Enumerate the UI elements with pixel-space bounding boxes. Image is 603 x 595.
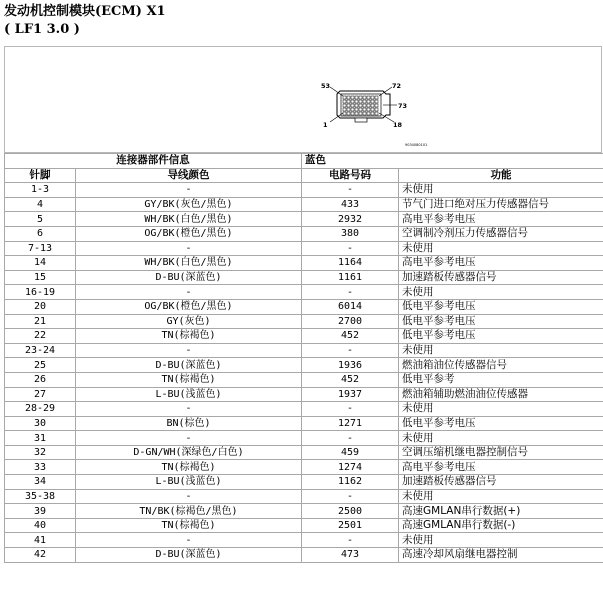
wire-color-cell: - bbox=[76, 402, 302, 417]
function-cell: 低电平参考 bbox=[399, 372, 603, 387]
table-row bbox=[5, 212, 603, 227]
engine-variant: ( LF1 3.0 ) bbox=[4, 22, 80, 37]
pin-cell: 34 bbox=[5, 475, 76, 490]
wire-color-cell: L-BU(浅蓝色) bbox=[76, 387, 302, 402]
wire-color-cell: BN(棕色) bbox=[76, 416, 302, 431]
circuit-cell: 1271 bbox=[302, 416, 399, 431]
circuit-cell: - bbox=[302, 533, 399, 548]
wire-color-cell: WH/BK(白色/黑色) bbox=[76, 212, 302, 227]
wire-color-cell: TN(棕褐色) bbox=[76, 372, 302, 387]
wire-color-cell: TN/BK(棕褐色/黑色) bbox=[76, 504, 302, 519]
circuit-cell: 433 bbox=[302, 197, 399, 212]
pin-cell: 42 bbox=[5, 548, 76, 563]
wire-color-cell: D-BU(深蓝色) bbox=[76, 548, 302, 563]
function-cell: 节气门进口绝对压力传感器信号 bbox=[399, 197, 603, 212]
pin-cell: 30 bbox=[5, 416, 76, 431]
circuit-cell: 473 bbox=[302, 548, 399, 563]
table-row bbox=[5, 358, 603, 373]
column-header-pin: 针脚 bbox=[5, 168, 76, 183]
wire-color-cell: D-BU(深蓝色) bbox=[76, 270, 302, 285]
circuit-cell: 1164 bbox=[302, 256, 399, 271]
circuit-cell: - bbox=[302, 241, 399, 256]
pin-table-body bbox=[5, 183, 603, 562]
function-cell: 低电平参考电压 bbox=[399, 299, 603, 314]
pin-cell: 1-3 bbox=[5, 183, 76, 198]
pin-label-18: 18 bbox=[393, 121, 403, 129]
circuit-cell: 452 bbox=[302, 372, 399, 387]
circuit-cell: - bbox=[302, 402, 399, 417]
circuit-cell: 1936 bbox=[302, 358, 399, 373]
pin-cell: 32 bbox=[5, 445, 76, 460]
pin-cell: 7-13 bbox=[5, 241, 76, 256]
pin-cell: 28-29 bbox=[5, 402, 76, 417]
page-title: 发动机控制模块(ECM) X1 bbox=[4, 4, 166, 19]
table-row bbox=[5, 475, 603, 490]
group-header-connector-info: 连接器部件信息 bbox=[5, 154, 302, 169]
wire-color-cell: - bbox=[76, 285, 302, 300]
table-row bbox=[5, 270, 603, 285]
function-cell: 燃油箱油位传感器信号 bbox=[399, 358, 603, 373]
circuit-cell: - bbox=[302, 489, 399, 504]
function-cell: 低电平参考电压 bbox=[399, 329, 603, 344]
circuit-cell: 1274 bbox=[302, 460, 399, 475]
pin-cell: 16-19 bbox=[5, 285, 76, 300]
function-cell: 未使用 bbox=[399, 343, 603, 358]
pin-cell: 31 bbox=[5, 431, 76, 446]
table-row bbox=[5, 518, 603, 533]
function-cell: 未使用 bbox=[399, 402, 603, 417]
pin-cell: 21 bbox=[5, 314, 76, 329]
wire-color-cell: D-GN/WH(深绿色/白色) bbox=[76, 445, 302, 460]
wire-color-cell: - bbox=[76, 241, 302, 256]
pin-cell: 26 bbox=[5, 372, 76, 387]
pin-cell: 4 bbox=[5, 197, 76, 212]
wire-color-cell: OG/BK(橙色/黑色) bbox=[76, 226, 302, 241]
circuit-cell: 2932 bbox=[302, 212, 399, 227]
pin-cell: 23-24 bbox=[5, 343, 76, 358]
connector-diagram bbox=[4, 46, 602, 153]
function-cell: 加速踏板传感器信号 bbox=[399, 475, 603, 490]
wire-color-cell: - bbox=[76, 183, 302, 198]
circuit-cell: - bbox=[302, 431, 399, 446]
function-cell: 高电平参考电压 bbox=[399, 212, 603, 227]
table-row bbox=[5, 314, 603, 329]
pin-cell: 5 bbox=[5, 212, 76, 227]
circuit-cell: 1162 bbox=[302, 475, 399, 490]
table-row bbox=[5, 299, 603, 314]
function-cell: 高电平参考电压 bbox=[399, 460, 603, 475]
table-row bbox=[5, 256, 603, 271]
wire-color-cell: GY/BK(灰色/黑色) bbox=[76, 197, 302, 212]
table-row bbox=[5, 372, 603, 387]
function-cell: 空调制冷剂压力传感器信号 bbox=[399, 226, 603, 241]
group-header-color: 蓝色 bbox=[302, 154, 603, 169]
wire-color-cell: TN(棕褐色) bbox=[76, 518, 302, 533]
table-row bbox=[5, 489, 603, 504]
circuit-cell: 2501 bbox=[302, 518, 399, 533]
function-cell: 未使用 bbox=[399, 431, 603, 446]
circuit-cell: 1937 bbox=[302, 387, 399, 402]
circuit-cell: - bbox=[302, 285, 399, 300]
circuit-cell: 1161 bbox=[302, 270, 399, 285]
circuit-cell: - bbox=[302, 183, 399, 198]
circuit-cell: 459 bbox=[302, 445, 399, 460]
wire-color-cell: D-BU(深蓝色) bbox=[76, 358, 302, 373]
column-header-function: 功能 bbox=[399, 168, 603, 183]
table-group-header bbox=[5, 154, 603, 169]
circuit-cell: 2700 bbox=[302, 314, 399, 329]
wire-color-cell: - bbox=[76, 343, 302, 358]
function-cell: 未使用 bbox=[399, 241, 603, 256]
table-column-header bbox=[5, 168, 603, 183]
function-cell: 低电平参考电压 bbox=[399, 314, 603, 329]
column-header-circuit: 电路号码 bbox=[302, 168, 399, 183]
pin-cell: 25 bbox=[5, 358, 76, 373]
function-cell: 高电平参考电压 bbox=[399, 256, 603, 271]
wire-color-cell: L-BU(浅蓝色) bbox=[76, 475, 302, 490]
pin-cell: 14 bbox=[5, 256, 76, 271]
table-row bbox=[5, 533, 603, 548]
table-row bbox=[5, 241, 603, 256]
pin-cell: 15 bbox=[5, 270, 76, 285]
function-cell: 高速GMLAN串行数据(-) bbox=[399, 518, 603, 533]
circuit-cell: 452 bbox=[302, 329, 399, 344]
connector-drawing bbox=[5, 47, 603, 154]
table-row bbox=[5, 285, 603, 300]
wire-color-cell: - bbox=[76, 489, 302, 504]
pin-cell: 35-38 bbox=[5, 489, 76, 504]
pin-cell: 41 bbox=[5, 533, 76, 548]
table-row bbox=[5, 387, 603, 402]
table-row bbox=[5, 329, 603, 344]
table-row bbox=[5, 197, 603, 212]
function-cell: 加速踏板传感器信号 bbox=[399, 270, 603, 285]
table-row bbox=[5, 460, 603, 475]
function-cell: 未使用 bbox=[399, 183, 603, 198]
function-cell: 燃油箱辅助燃油油位传感器 bbox=[399, 387, 603, 402]
pin-cell: 6 bbox=[5, 226, 76, 241]
pin-cell: 40 bbox=[5, 518, 76, 533]
wire-color-cell: - bbox=[76, 533, 302, 548]
function-cell: 未使用 bbox=[399, 285, 603, 300]
pin-label-72: 72 bbox=[392, 82, 402, 90]
pin-label-73: 73 bbox=[398, 102, 408, 110]
table-row bbox=[5, 416, 603, 431]
wire-color-cell: OG/BK(橙色/黑色) bbox=[76, 299, 302, 314]
function-cell: 未使用 bbox=[399, 533, 603, 548]
table-row bbox=[5, 445, 603, 460]
table-row bbox=[5, 226, 603, 241]
table-row bbox=[5, 402, 603, 417]
column-header-wire-color: 导线颜色 bbox=[76, 168, 302, 183]
function-cell: 空调压缩机继电器控制信号 bbox=[399, 445, 603, 460]
pin-cell: 20 bbox=[5, 299, 76, 314]
table-row bbox=[5, 548, 603, 563]
wire-color-cell: TN(棕褐色) bbox=[76, 329, 302, 344]
pin-cell: 39 bbox=[5, 504, 76, 519]
wire-color-cell: - bbox=[76, 431, 302, 446]
table-row bbox=[5, 183, 603, 198]
circuit-cell: 380 bbox=[302, 226, 399, 241]
wire-color-cell: GY(灰色) bbox=[76, 314, 302, 329]
table-row bbox=[5, 504, 603, 519]
pin-cell: 33 bbox=[5, 460, 76, 475]
wire-color-cell: TN(棕褐色) bbox=[76, 460, 302, 475]
table-row bbox=[5, 343, 603, 358]
function-cell: 低电平参考电压 bbox=[399, 416, 603, 431]
table-row bbox=[5, 431, 603, 446]
circuit-cell: 6014 bbox=[302, 299, 399, 314]
circuit-cell: 2500 bbox=[302, 504, 399, 519]
pin-table bbox=[4, 153, 603, 563]
pin-label-53: 53 bbox=[321, 82, 331, 90]
function-cell: 未使用 bbox=[399, 489, 603, 504]
function-cell: 高速GMLAN串行数据(+) bbox=[399, 504, 603, 519]
wire-color-cell: WH/BK(白色/黑色) bbox=[76, 256, 302, 271]
function-cell: 高速冷却风扇继电器控制 bbox=[399, 548, 603, 563]
pin-cell: 22 bbox=[5, 329, 76, 344]
pin-cell: 27 bbox=[5, 387, 76, 402]
circuit-cell: - bbox=[302, 343, 399, 358]
part-code: 9034080101 bbox=[405, 143, 428, 147]
pin-label-1: 1 bbox=[323, 121, 328, 129]
